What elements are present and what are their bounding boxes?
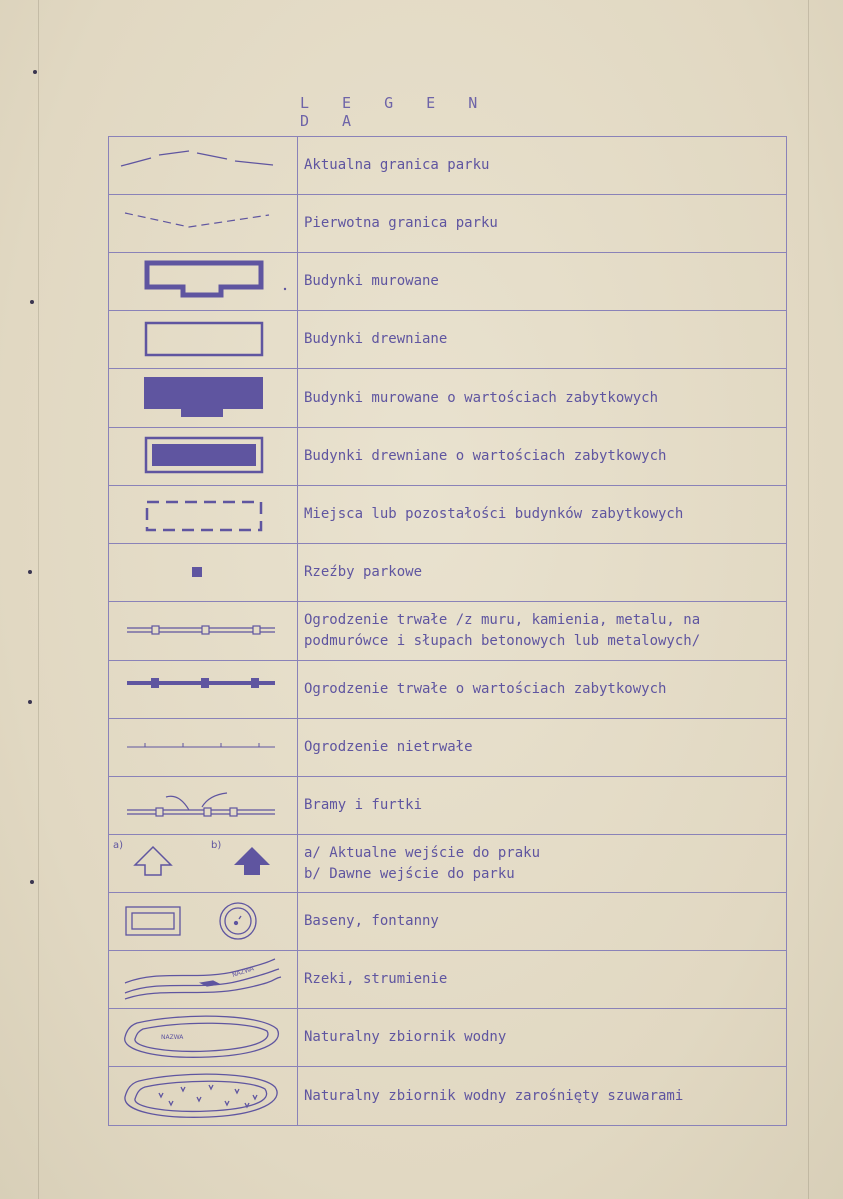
legend-label: Rzeźby parkowe — [298, 544, 787, 602]
legend-row — [109, 893, 787, 951]
legend-label: Naturalny zbiornik wodny zarośnięty szuwarami — [298, 1067, 787, 1126]
historic-wooden-building-symbol — [109, 428, 298, 486]
legend-label: Baseny, fontanny — [298, 893, 787, 951]
historic-masonry-building-symbol — [109, 369, 298, 428]
legend-row — [109, 951, 787, 1009]
legend-row — [109, 486, 787, 544]
reed-water-body-symbol — [109, 1067, 298, 1126]
page-title: L E G E N D A — [300, 94, 490, 130]
legend-label: Budynki drewniane o wartościach zabytkowych — [298, 428, 787, 486]
legend-table — [108, 136, 787, 1126]
legend-label: Ogrodzenie trwałe o wartościach zabytkowych — [298, 661, 787, 719]
legend-row — [109, 544, 787, 602]
legend-row — [109, 661, 787, 719]
legend-row — [109, 1067, 787, 1126]
legend-label: Bramy i furtki — [298, 777, 787, 835]
legend-label: Ogrodzenie trwałe /z muru, kamienia, metalu, na podmurówce i słupach betonowych lub metalowych/ — [298, 602, 787, 661]
wooden-building-symbol — [109, 311, 298, 369]
margin-mark — [30, 300, 34, 304]
temporary-fence-symbol — [109, 719, 298, 777]
legend-label: Pierwotna granica parku — [298, 195, 787, 253]
current-boundary-symbol — [109, 137, 298, 195]
original-boundary-symbol — [109, 195, 298, 253]
pools-fountains-symbol — [109, 893, 298, 951]
legend-row — [109, 195, 787, 253]
legend-row — [109, 253, 787, 311]
legend-label: Rzeki, strumienie — [298, 951, 787, 1009]
margin-mark — [33, 70, 37, 74]
legend-row — [109, 602, 787, 661]
legend-row — [109, 137, 787, 195]
page-fold — [38, 0, 39, 1199]
legend-row — [109, 311, 787, 369]
margin-mark — [28, 570, 32, 574]
park-sculpture-symbol — [109, 544, 298, 602]
entrance-b-marker: b) — [211, 840, 222, 851]
page-fold — [808, 0, 809, 1199]
legend-label: Aktualna granica parku — [298, 137, 787, 195]
historic-building-remains-symbol — [109, 486, 298, 544]
legend-label: Ogrodzenie nietrwałe — [298, 719, 787, 777]
current-entrance-arrow-icon — [135, 847, 171, 875]
margin-mark — [28, 700, 32, 704]
legend-row — [109, 428, 787, 486]
permanent-fence-symbol — [109, 602, 298, 661]
legend-label: Budynki murowane o wartościach zabytkowych — [298, 369, 787, 428]
legend-row — [109, 369, 787, 428]
natural-water-body-symbol — [109, 1009, 298, 1067]
historic-fence-symbol — [109, 661, 298, 719]
gates-symbol — [109, 777, 298, 835]
legend-label: a/ Aktualne wejście do praku b/ Dawne wejście do parku — [298, 835, 787, 893]
legend-label: Miejsca lub pozostałości budynków zabytkowych — [298, 486, 787, 544]
legend-row — [109, 1009, 787, 1067]
legend-row — [109, 835, 787, 893]
legend-row — [109, 777, 787, 835]
legend-label: Budynki murowane — [298, 253, 787, 311]
former-entrance-arrow-icon — [234, 847, 270, 875]
entrance-a-marker: a) — [113, 840, 124, 851]
masonry-building-symbol — [109, 253, 298, 311]
legend-label: Naturalny zbiornik wodny — [298, 1009, 787, 1067]
margin-mark — [30, 880, 34, 884]
legend-label: Budynki drewniane — [298, 311, 787, 369]
legend-row — [109, 719, 787, 777]
entrances-symbol — [109, 835, 298, 893]
rivers-symbol — [109, 951, 298, 1009]
river-name-label: NAZWA — [231, 965, 255, 979]
water-body-name-label: NAZWA — [161, 1034, 184, 1041]
